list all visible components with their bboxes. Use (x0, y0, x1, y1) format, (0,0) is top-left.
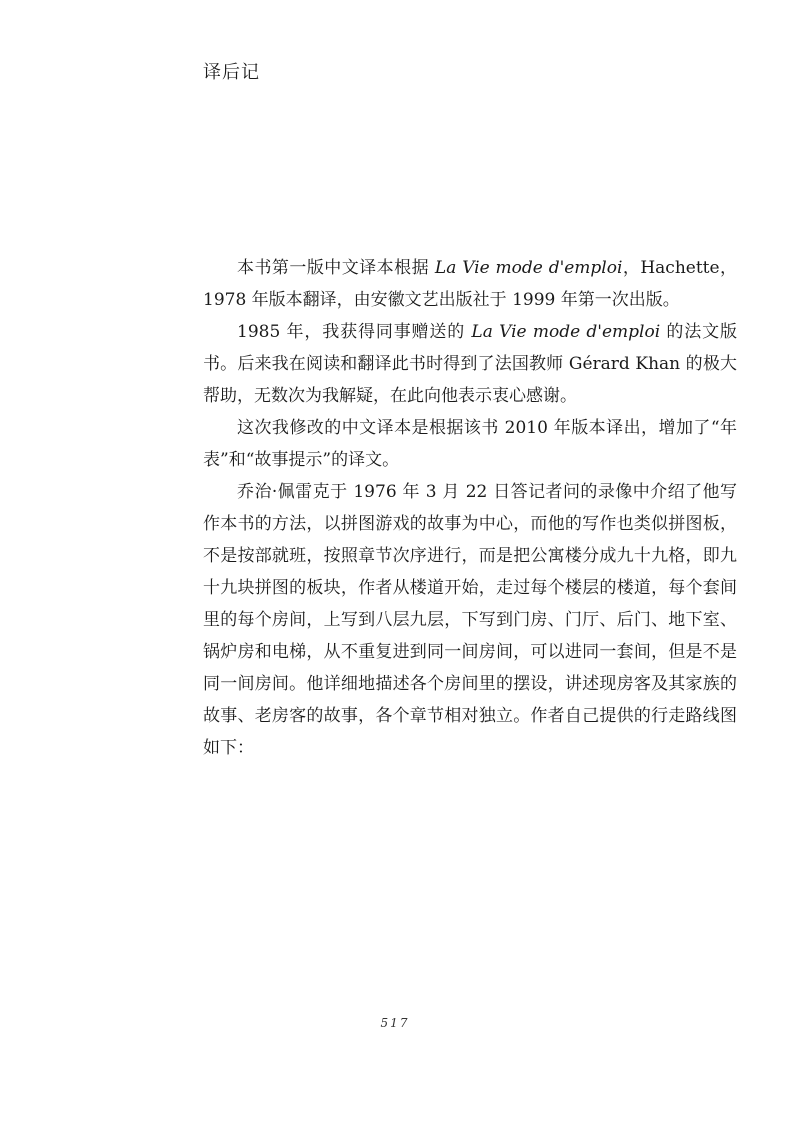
book-title-italic: La Vie mode d'emploi (471, 322, 661, 342)
paragraph-2-text-a: 1985 年，我获得同事赠送的 (237, 322, 472, 342)
page-number: 517 (380, 1016, 410, 1030)
book-title-italic: La Vie mode d'emploi (434, 258, 623, 278)
body-text (203, 252, 737, 764)
paragraph-1-text-a: 本书第一版中文译本根据 (237, 258, 435, 278)
chapter-title: 译后记 (203, 62, 260, 83)
paragraph-1-text-b: ，Hachette，1978 年版本翻译，由安徽文艺出版社于 1999 年第一次出版。 (203, 258, 738, 310)
paragraph-3: 这次我修改的中文译本是根据该书 2010 年版本译出，增加了“年表”和“故事提示”的译文。 (203, 418, 737, 470)
paragraph-2 (203, 316, 737, 412)
paragraph-1 (203, 252, 737, 316)
paragraph-4: 乔治·佩雷克于 1976 年 3 月 22 日答记者问的录像中介绍了他写作本书的方法，以拼图游戏的故事为中心，而他的写作也类似拼图板，不是按部就班，按照章节次序进行，而是把公寓楼分成九十九格，即九十九块拼图的板块，作者从楼道开始，走过每个楼层的楼道，每个套间里的每个房间，上写到八层九层，下写到门房、门厅、后门、地下室、锅炉房和电梯，从不重复进到同一间房间，可以进同一套间，但是不是同一间房间。他详细地描述各个房间里的摆设，讲述现房客及其家族的故事、老房客的故事，各个章节相对独立。作者自己提供的行走路线图如下： (203, 482, 737, 758)
paragraph-2-text-b: 的法文版书。后来我在阅读和翻译此书时得到了法国教师 Gérard Khan 的极大帮助，无数次为我解疑，在此向他表示衷心感谢。 (203, 322, 738, 406)
